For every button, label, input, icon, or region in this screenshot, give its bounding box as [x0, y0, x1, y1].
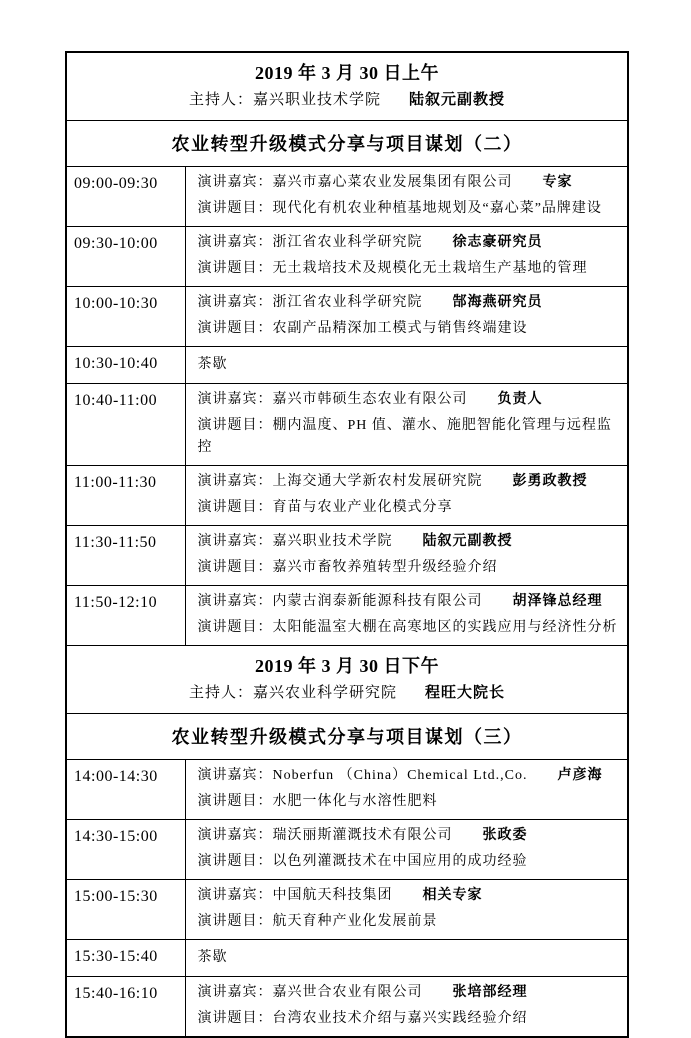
- guest-name: 陆叙元副教授: [422, 534, 513, 549]
- content-cell: [185, 820, 628, 880]
- guest-line: [198, 531, 622, 553]
- session-moderator: [71, 681, 623, 705]
- guest-line: [198, 885, 622, 907]
- guest-label: 演讲嘉宾：: [197, 534, 273, 549]
- session-title-row: [66, 121, 628, 167]
- guest-name: 彭勇政教授: [512, 474, 588, 489]
- guest-org: 中国航天科技集团: [272, 888, 393, 903]
- time-cell: 14:30-15:00: [66, 820, 185, 880]
- guest-line: [198, 232, 622, 254]
- guest-org: 浙江省农业科学研究院: [272, 295, 423, 310]
- schedule-row: [66, 820, 628, 880]
- guest-line: [198, 172, 622, 194]
- topic-label: 演讲题目：: [197, 794, 273, 809]
- topic-text: 无土栽培技术及规模化无土栽培生产基地的管理: [272, 261, 588, 276]
- schedule-table: [65, 51, 629, 1038]
- guest-line: [198, 389, 622, 411]
- topic-text: 嘉兴市畜牧养殖转型升级经验介绍: [272, 560, 498, 575]
- guest-label: 演讲嘉宾：: [197, 768, 273, 783]
- topic-line: [198, 911, 622, 933]
- guest-label: 演讲嘉宾：: [197, 235, 273, 250]
- guest-name: 郜海燕研究员: [452, 295, 543, 310]
- content-cell: [185, 287, 628, 347]
- session-date: 2019 年 3 月 30 日下午: [255, 656, 439, 676]
- content-cell: [185, 347, 628, 384]
- topic-label: 演讲题目：: [197, 560, 273, 575]
- topic-label: 演讲题目：: [197, 500, 273, 515]
- guest-org: 上海交通大学新农村发展研究院: [272, 474, 483, 489]
- schedule-row: [66, 227, 628, 287]
- session-header: [66, 646, 628, 714]
- topic-text: 水肥一体化与水溶性肥料: [272, 794, 438, 809]
- time-cell: 10:30-10:40: [66, 347, 185, 384]
- time-cell: 11:30-11:50: [66, 526, 185, 586]
- content-cell: [185, 466, 628, 526]
- guest-org: 嘉兴市韩硕生态农业有限公司: [272, 392, 468, 407]
- time-cell: 15:40-16:10: [66, 977, 185, 1038]
- schedule-row: [66, 977, 628, 1038]
- guest-org: Noberfun （China）Chemical Ltd.,Co.: [272, 768, 528, 783]
- guest-name: 卢彦海: [557, 768, 603, 783]
- session-date: 2019 年 3 月 30 日上午: [255, 63, 439, 83]
- schedule-row: [66, 880, 628, 940]
- session-header-row: [66, 52, 628, 121]
- moderator-label: 主持人：: [188, 92, 253, 108]
- break-label: 茶歇: [197, 950, 228, 965]
- guest-name: 负责人: [497, 392, 543, 407]
- guest-label: 演讲嘉宾：: [197, 175, 273, 190]
- guest-name: 胡泽锋总经理: [512, 594, 603, 609]
- guest-label: 演讲嘉宾：: [197, 594, 273, 609]
- time-cell: 15:30-15:40: [66, 940, 185, 977]
- guest-label: 演讲嘉宾：: [197, 295, 273, 310]
- content-cell: [185, 227, 628, 287]
- time-cell: 11:50-12:10: [66, 586, 185, 646]
- guest-line: [198, 292, 622, 314]
- content-cell: [185, 880, 628, 940]
- topic-label: 演讲题目：: [197, 261, 273, 276]
- topic-line: [198, 1008, 622, 1030]
- content-cell: [185, 940, 628, 977]
- topic-text: 育苗与农业产业化模式分享: [272, 500, 453, 515]
- moderator-name: 程旺大院长: [425, 685, 506, 701]
- topic-text: 以色列灌溉技术在中国应用的成功经验: [272, 854, 528, 869]
- break-label: 茶歇: [197, 357, 228, 372]
- topic-text: 农副产品精深加工模式与销售终端建设: [272, 321, 528, 336]
- topic-text: 航天育种产业化发展前景: [272, 914, 438, 929]
- topic-label: 演讲题目：: [197, 1011, 273, 1026]
- guest-name: 张培部经理: [452, 985, 528, 1000]
- topic-line: [198, 198, 622, 220]
- topic-line: [198, 617, 622, 639]
- topic-label: 演讲题目：: [197, 620, 273, 635]
- topic-label: 演讲题目：: [197, 854, 273, 869]
- topic-label: 演讲题目：: [197, 914, 273, 929]
- schedule-row: [66, 287, 628, 347]
- schedule-row: [66, 760, 628, 820]
- guest-org: 嘉兴世合农业有限公司: [272, 985, 423, 1000]
- guest-name: 徐志豪研究员: [452, 235, 543, 250]
- moderator-label: 主持人：: [188, 685, 253, 701]
- topic-text: 现代化有机农业种植基地规划及“嘉心菜”品牌建设: [272, 201, 602, 216]
- guest-label: 演讲嘉宾：: [197, 828, 273, 843]
- content-cell: [185, 586, 628, 646]
- session-header-row: [66, 646, 628, 714]
- guest-label: 演讲嘉宾：: [197, 474, 273, 489]
- guest-label: 演讲嘉宾：: [197, 888, 273, 903]
- content-cell: [185, 167, 628, 227]
- content-cell: [185, 977, 628, 1038]
- guest-name: 专家: [542, 175, 573, 190]
- topic-line: [198, 318, 622, 340]
- time-cell: 14:00-14:30: [66, 760, 185, 820]
- guest-line: [198, 765, 622, 787]
- moderator-org: 嘉兴职业技术学院: [253, 92, 382, 108]
- topic-text: 棚内温度、PH 值、灌水、施肥智能化管理与远程监控: [197, 418, 612, 455]
- time-cell: 10:40-11:00: [66, 384, 185, 466]
- time-cell: 10:00-10:30: [66, 287, 185, 347]
- guest-name: 相关专家: [422, 888, 483, 903]
- schedule-row: [66, 526, 628, 586]
- topic-line: [198, 497, 622, 519]
- topic-label: 演讲题目：: [197, 201, 273, 216]
- guest-line: [198, 982, 622, 1004]
- time-cell: 09:30-10:00: [66, 227, 185, 287]
- topic-line: [198, 851, 622, 873]
- guest-name: 张政委: [482, 828, 528, 843]
- break-row: [66, 347, 628, 384]
- topic-line: [198, 557, 622, 579]
- guest-org: 嘉兴市嘉心菜农业发展集团有限公司: [272, 175, 513, 190]
- topic-line: [198, 415, 622, 459]
- guest-line: [198, 825, 622, 847]
- guest-label: 演讲嘉宾：: [197, 985, 273, 1000]
- moderator-org: 嘉兴农业科学研究院: [253, 685, 398, 701]
- time-cell: 15:00-15:30: [66, 880, 185, 940]
- topic-text: 台湾农业技术介绍与嘉兴实践经验介绍: [272, 1011, 528, 1026]
- break-row: [66, 940, 628, 977]
- session-title: 农业转型升级模式分享与项目谋划（二）: [66, 121, 628, 167]
- topic-line: [198, 791, 622, 813]
- time-cell: 09:00-09:30: [66, 167, 185, 227]
- schedule-row: [66, 586, 628, 646]
- topic-label: 演讲题目：: [197, 418, 273, 433]
- session-title-row: [66, 714, 628, 760]
- content-cell: [185, 384, 628, 466]
- guest-org: 嘉兴职业技术学院: [272, 534, 393, 549]
- guest-org: 浙江省农业科学研究院: [272, 235, 423, 250]
- schedule-row: [66, 167, 628, 227]
- schedule-row: [66, 466, 628, 526]
- topic-text: 太阳能温室大棚在高寒地区的实践应用与经济性分析: [272, 620, 618, 635]
- guest-line: [198, 591, 622, 613]
- guest-org: 内蒙古润泰新能源科技有限公司: [272, 594, 483, 609]
- content-cell: [185, 526, 628, 586]
- time-cell: 11:00-11:30: [66, 466, 185, 526]
- moderator-name: 陆叙元副教授: [409, 92, 506, 108]
- guest-line: [198, 471, 622, 493]
- session-title: 农业转型升级模式分享与项目谋划（三）: [66, 714, 628, 760]
- schedule-row: [66, 384, 628, 466]
- topic-label: 演讲题目：: [197, 321, 273, 336]
- session-header: [66, 52, 628, 121]
- session-moderator: [71, 88, 623, 112]
- content-cell: [185, 760, 628, 820]
- guest-org: 瑞沃丽斯灌溉技术有限公司: [272, 828, 453, 843]
- guest-label: 演讲嘉宾：: [197, 392, 273, 407]
- topic-line: [198, 258, 622, 280]
